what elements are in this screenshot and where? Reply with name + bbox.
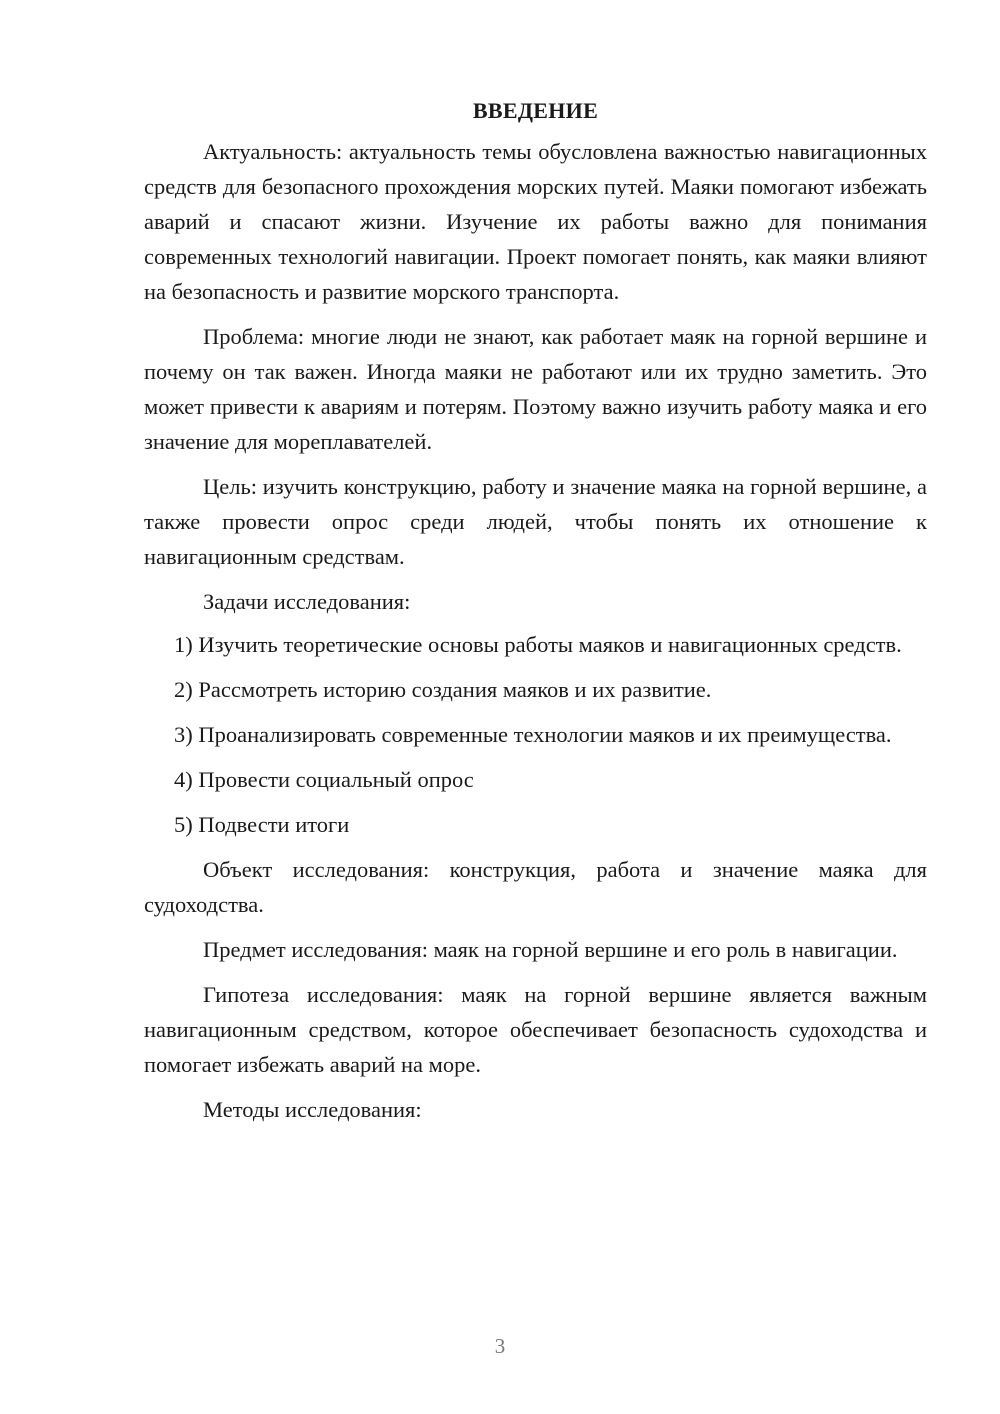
page-number: 3 (494, 1334, 506, 1358)
section-heading: ВВЕДЕНИЕ (472, 98, 599, 123)
goal-paragraph: Цель: изучить конструкцию, работу и значение маяка на горной вершине, а также провести опрос среди людей, чтобы понять их отношение к навигационным средствам. (144, 474, 927, 569)
document-page (144, 93, 927, 1137)
task-item-5: 5) Подвести итоги (174, 812, 350, 837)
tasks-title: Задачи исследования: (203, 589, 411, 614)
task-item-4: 4) Провести социальный опрос (174, 767, 474, 792)
task-item-3: 3) Проанализировать современные технологии маяков и их преимущества. (174, 722, 892, 747)
relevance-paragraph: Актуальность: актуальность темы обусловлена важностью навигационных средств для безопасного прохождения морских путей. Маяки помогают избежать аварий и спасают жизни. Изучение их работы важно для понимания современных технологий навигации. Проект помогает понять, как маяки влияют на безопасность и развитие морского транспорта. (144, 139, 927, 304)
object-paragraph: Объект исследования: конструкция, работа и значение маяка для судоходства. (144, 857, 927, 917)
methods-title: Методы исследования: (203, 1097, 422, 1122)
task-item-1: 1) Изучить теоретические основы работы маяков и навигационных средств. (174, 632, 902, 657)
problem-paragraph: Проблема: многие люди не знают, как работает маяк на горной вершине и почему он так важен. Иногда маяки не работают или их трудно заметить. Это может привести к авариям и потерям. Поэтому важно изучить работу маяка и его значение для мореплавателей. (144, 324, 927, 454)
hypothesis-paragraph: Гипотеза исследования: маяк на горной вершине является важным навигационным средством, которое обеспечивает безопасность судоходства и помогает избежать аварий на море. (144, 982, 927, 1077)
subject-paragraph: Предмет исследования: маяк на горной вершине и его роль в навигации. (203, 937, 898, 962)
task-item-2: 2) Рассмотреть историю создания маяков и их развитие. (174, 677, 712, 702)
